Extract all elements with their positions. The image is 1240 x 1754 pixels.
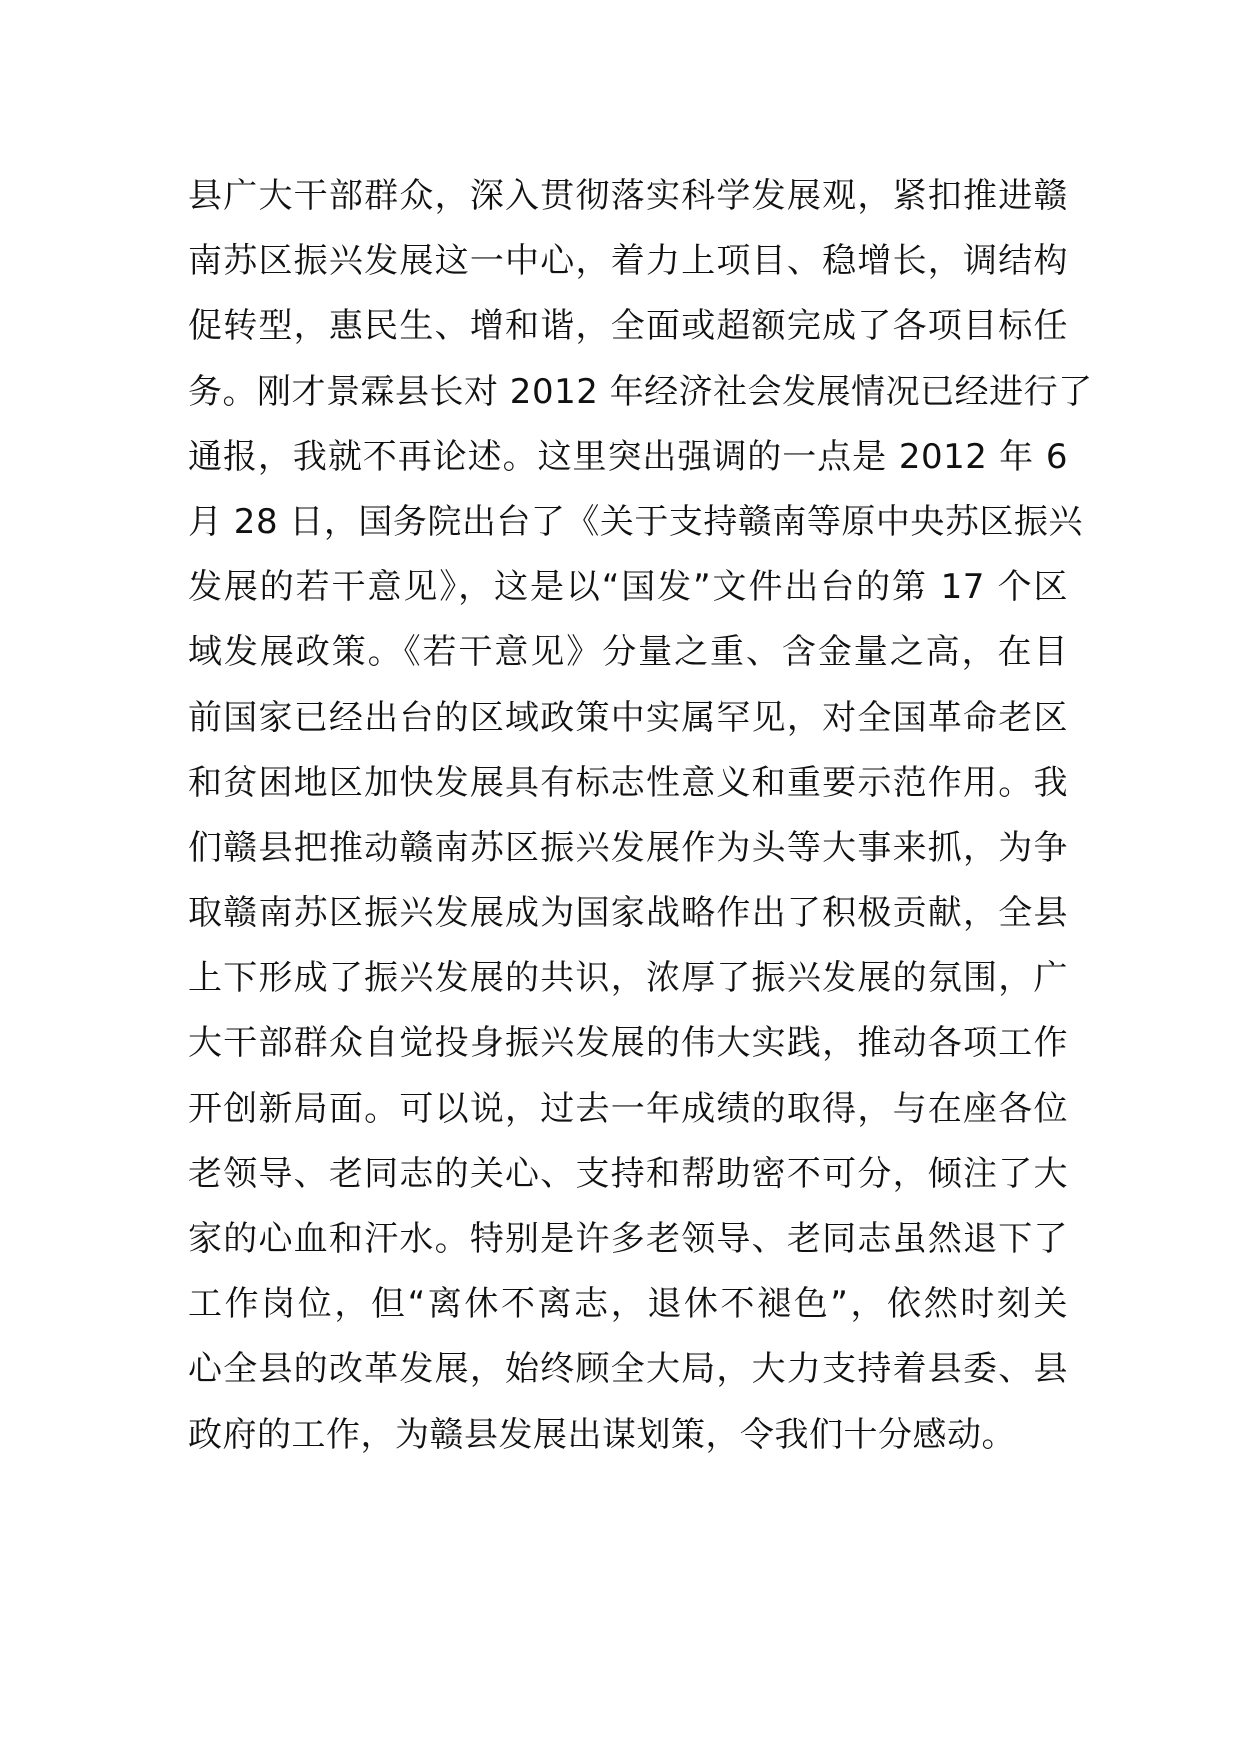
paragraph-line: 域发展政策。《若干意见》分量之重、含金量之高，在目 [188, 632, 1068, 673]
paragraph-line: 工作岗位，但“离休不离志，退休不褪色”，依然时刻关 [188, 1284, 1068, 1325]
paragraph-line: 开创新局面。可以说，过去一年成绩的取得，与在座各位 [188, 1088, 1068, 1129]
paragraph-line: 和贫困地区加快发展具有标志性意义和重要示范作用。我 [188, 762, 1068, 803]
paragraph-line: 月 28 日，国务院出台了《关于支持赣南等原中央苏区振兴 [188, 501, 1083, 542]
paragraph-line: 政府的工作，为赣县发展出谋划策，令我们十分感动。 [188, 1414, 1016, 1455]
paragraph-line: 通报，我就不再论述。这里突出强调的一点是 2012 年 6 [188, 436, 1068, 477]
paragraph-line: 老领导、老同志的关心、支持和帮助密不可分，倾注了大 [188, 1153, 1068, 1194]
body-paragraph [188, 164, 1093, 1468]
paragraph-line: 南苏区振兴发展这一中心，着力上项目、稳增长，调结构 [188, 241, 1068, 282]
paragraph-line: 心全县的改革发展，始终顾全大局，大力支持着县委、县 [188, 1349, 1068, 1390]
paragraph-line: 们赣县把推动赣南苏区振兴发展作为头等大事来抓，为争 [188, 827, 1068, 868]
paragraph-line: 取赣南苏区振兴发展成为国家战略作出了积极贡献，全县 [188, 893, 1068, 934]
paragraph-line: 家的心血和汗水。特别是许多老领导、老同志虽然退下了 [188, 1219, 1068, 1259]
paragraph-line: 发展的若干意见》，这是以“国发”文件出台的第 17 个区 [188, 567, 1068, 608]
paragraph-line: 前国家已经出台的区域政策中实属罕见，对全国革命老区 [188, 697, 1068, 738]
paragraph-line: 促转型，惠民生、增和谐，全面或超额完成了各项目标任 [188, 306, 1068, 347]
paragraph-line: 务。刚才景霖县长对 2012 年经济社会发展情况已经进行了 [188, 371, 1093, 412]
paragraph-line: 县广大干部群众，深入贯彻落实科学发展观，紧扣推进赣 [188, 176, 1068, 216]
paragraph-line: 上下形成了振兴发展的共识，浓厚了振兴发展的氛围，广 [188, 958, 1068, 999]
paragraph-line: 大干部群众自觉投身振兴发展的伟大实践，推动各项工作 [188, 1023, 1068, 1064]
